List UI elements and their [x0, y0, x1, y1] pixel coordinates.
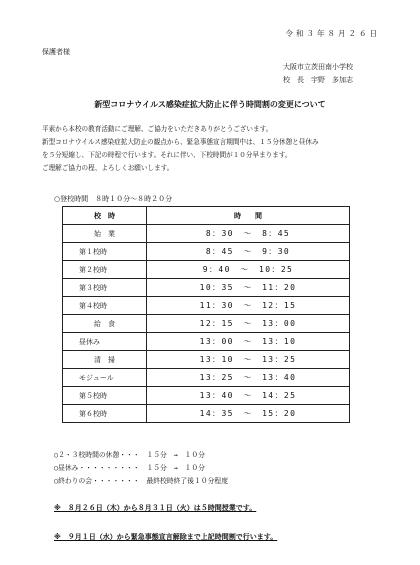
schedule-table	[62, 206, 350, 423]
period-cell: 始 業	[63, 225, 147, 243]
body-line: 平素から本校の教育活動にご理解、ご協力をいただきありがとうございます。	[42, 125, 273, 133]
table-row	[63, 351, 350, 369]
time-cell: 13：10 ～ 13：25	[147, 351, 350, 369]
column-header-period: 校 時	[63, 207, 147, 225]
table-row	[63, 315, 350, 333]
time-cell: 13：25 ～ 13：40	[147, 369, 350, 387]
table-row	[63, 333, 350, 351]
special-note: ※ ９月１日（水）から緊急事態宣言解除まで上記時間割で行います。	[54, 533, 278, 541]
table-header-row	[63, 207, 350, 225]
table-row	[63, 225, 350, 243]
period-cell: 給 食	[63, 315, 147, 333]
table-row	[63, 387, 350, 405]
time-cell: 8：30 ～ 8：45	[147, 225, 350, 243]
period-cell: 第４校時	[63, 297, 147, 315]
period-cell: 第５校時	[63, 387, 147, 405]
column-header-time: 時 間	[147, 207, 350, 225]
time-cell: 13：00 ～ 13：10	[147, 333, 350, 351]
table-row	[63, 369, 350, 387]
period-cell: 清 掃	[63, 351, 147, 369]
body-line: 新型コロナウイルス感染症拡大防止の観点から、緊急事態宣言期間中は、１５分休憩と昼休み	[42, 138, 319, 146]
time-cell: 10：35 ～ 11：20	[147, 279, 350, 297]
period-cell: 第６校時	[63, 405, 147, 423]
table-row	[63, 297, 350, 315]
period-cell: 昼休み	[63, 333, 147, 351]
special-note: ※ ８月２６日（木）から８月３１日（火）は５時間授業です。	[54, 504, 257, 512]
time-cell: 14：35 ～ 15：20	[147, 405, 350, 423]
period-cell: 第１校時	[63, 243, 147, 261]
body-line: を５分短縮し、下記の時程で行います。それに伴い、下校時間が１０分早まります。	[42, 151, 292, 159]
time-cell: 13：40 ～ 14：25	[147, 387, 350, 405]
note-line: ○終わりの会・・・・・・・ 最終校時終了後１０分程度	[54, 477, 229, 485]
time-cell: 12：15 ～ 13：00	[147, 315, 350, 333]
principal-name: 校 長 宇野 多加志	[283, 76, 353, 84]
period-cell: 第２校時	[63, 261, 147, 279]
time-cell: 8：45 ～ 9：30	[147, 243, 350, 261]
table-row	[63, 261, 350, 279]
table-row	[63, 279, 350, 297]
arrival-time: ○登校時間 ８時１０分～８時２０分	[54, 195, 173, 203]
table-row	[63, 243, 350, 261]
note-line: ○昼休み・・・・・・・・・ １５分 → １０分	[54, 464, 205, 472]
document-title: 新型コロナウイルス感染症拡大防止に伴う時間割の変更について	[94, 100, 326, 109]
time-cell: 11：30 ～ 12：15	[147, 297, 350, 315]
table-row	[63, 405, 350, 423]
school-name: 大阪市立茨田南小学校	[283, 63, 353, 71]
document-date: 令和３年８月２６日	[285, 29, 380, 38]
period-cell: 第３校時	[63, 279, 147, 297]
note-line: ○２・３校時間の休憩・・・ １５分 → １０分	[54, 451, 205, 459]
addressee: 保護者様	[42, 48, 70, 56]
time-cell: 9：40 ～ 10：25	[147, 261, 350, 279]
body-line: ご理解ご協力の程、よろしくお願いします。	[42, 164, 174, 172]
period-cell: モジュール	[63, 369, 147, 387]
